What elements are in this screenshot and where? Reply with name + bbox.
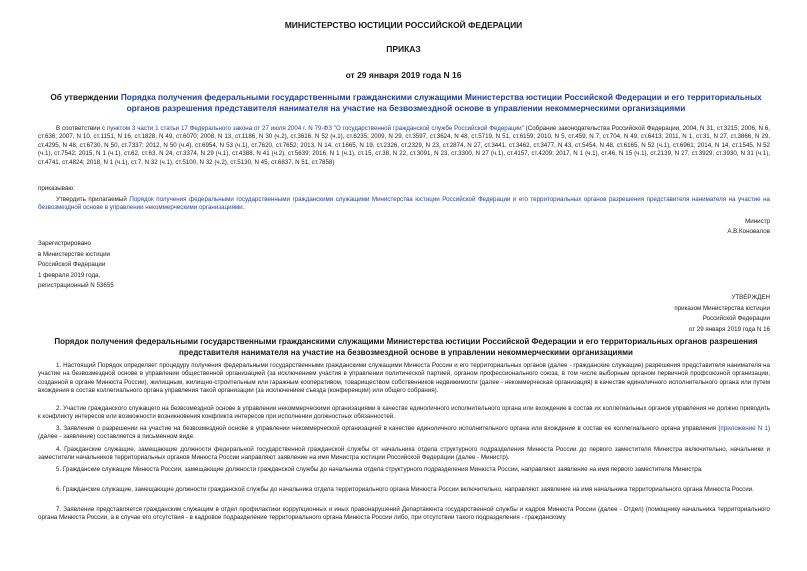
item-3-end: ) (далее - заявление) составляется в письменном виде. — [38, 425, 770, 441]
preamble-start: В соответствии с — [56, 125, 107, 132]
ministry-heading: МИНИСТЕРСТВО ЮСТИЦИИ РОССИЙСКОЙ ФЕДЕРАЦИИ — [284, 20, 523, 30]
orders-line: приказываю: — [38, 185, 75, 192]
preamble-sources: (Собрание законодательства Российской Федерации, 2004, N 31, ст.3215; 2006, N 6, ст.636; 2007, N 10, ст.1151, N 16, ст.1828, N 49, ст.6070; 2008, N 13, ст.1186, N 30 (ч.2), ст.3616, N 52 (ч.1), ст.6235; 2009, N 29, ст.3597, ст.3624, N 48, ст.5719, N 51, ст.6159; 2010, N 5, ст.459, N 7, ст.704, N 49, ст.6413; 2011, N 1, ст.31, N 27, ст.3866, N 29, ст.4295, N 48, ст.6730, N 50, ст.7337; 2012, N 50 (ч.4), ст.6954, N 53 (ч.1), ст.7620, ст.7652; 2013, N 14, ст.1665, N 19, ст.2326, ст.2329, N 23, ст.2874, N 27, ст.3441, ст.3462, ст.3477, N 43, ст.5454, N 48, ст.6165, N 52 (ч.1), ст.6961; 2014, N 14, ст.1545, N 52 (ч.1), ст.7542; 2015, N 1 (ч.1), ст.62, ст.63, N 24, ст.3374, N 29 (ч.1), ст.4388, N 41 (ч.2), ст.5639; 2016, N 1 (ч.1), ст.15, ст.38, N 22, ст.3091, N 23, ст.3300, N 27 (ч.1), ст.4157, ст.4209; 2017, N 1 (ч.1), ст.46, N 15 (ч.1), ст.2139, N 27, ст.3929, ст.3930, N 31 (ч.1), ст.4741, ст.4824; 2018, N 1 (ч.1), ст.7, N 32 (ч.1), ст.5100, N 32 (ч.2), ст.5130, N 45, ст.6837, N 51, ст.7858) — [38, 125, 771, 166]
order-procedure-link[interactable]: Порядок получения федеральными государственными гражданскими служащими Министерства юстиции Российской Федерации и его территориальных органов разрешения представителя нанимателя на участие на безвозмездной основе в управлении некоммерческими организациями — [38, 196, 771, 212]
item-3-start: 3. Заявление о разрешении на участие на безвозмездной основе в управлении некоммерческой организацией в качестве единоличного исполнительного органа или вхождение в состав ее коллегиального органа управления ( — [56, 425, 721, 432]
document-title — [48, 92, 764, 114]
signature-name: А.В.Коновалов — [727, 228, 770, 235]
appendix-1-link[interactable]: приложение N 1 — [720, 425, 768, 432]
registration-line: регистрационный N 53655 — [38, 282, 114, 290]
approve-start: Утвердить прилагаемый — [56, 196, 130, 203]
approve-end: . — [242, 204, 245, 212]
registration-line: Российской Федерации — [38, 261, 106, 269]
approval-line: от 29 января 2019 года N 16 — [688, 325, 770, 333]
document-title-prefix: Об утверждении — [50, 92, 121, 102]
order-title: Порядок получения федеральными государственными гражданскими служащими Министерства юстиции Российской Федерации и его территориальных органов разрешения представителя нанимателя на участие на безвозмездной основе в управлении некоммерческими организациями — [54, 337, 758, 357]
registration-line: Зарегистрировано — [38, 240, 91, 247]
registration-line: в Министерстве юстиции — [38, 250, 111, 258]
item-2: 2. Участие гражданского служащего на безвозмездной основе в управлении некоммерческими организациями в качестве единоличного исполнительного органа или вхождение в состав их коллегиальных органов управления не должно приводить к конфликту интересов или возможности возникновения конфликта интересов при исполнении должностных обязанностей. — [38, 405, 770, 421]
federal-law-link[interactable]: пунктом 3 части 1 статьи 17 Федерального закона от 27 июля 2004 г. N 79-ФЗ "О государственной гражданской службе Российской Федерации" — [106, 125, 524, 132]
doc-type-heading: ПРИКАЗ — [386, 44, 421, 54]
approval-block — [520, 294, 770, 334]
item-1: 1. Настоящий Порядок определяет процедуру получения федеральными государственными гражданскими служащими Минюста России и его территориальных органов (далее - гражданские служащие) разрешения представителя нанимателя на участие на безвозмездной основе в управлении общественной организацией (за исключением участия в управлении политической партией, органом профессионального союза, в том числе выборным органом первичной профсоюзной организации, созданной в органе Минюста России), жилищным, жилищно-строительным или гаражным кооперативом, товариществом собственников недвижимости (далее - некоммерческая организация) в качестве единоличного исполнительного органа или путем вхождения в состав коллегиального органа управления такой организации (за исключением съезда (конференции) или общего собрания). — [38, 362, 770, 395]
item-6: 6. Гражданские служащие, замещающие должности гражданской службы до начальника отдела территориального органа Минюста России включительно, направляют заявление на имя начальника территориального органа Минюста России. — [56, 486, 754, 493]
approve-paragraph — [38, 196, 770, 213]
item-5: 5. Гражданские служащие Минюста России, замещающие должности гражданской службы до начальника отдела структурного подразделения Минюста России, направляют заявление на имя первого заместителя Министра. — [56, 466, 703, 473]
item-7: 7. Заявление представляется гражданским служащим в отдел профилактики коррупционных и иных правонарушений Департамента государственной службы и кадров Минюста России (далее - Отдел) (помощнику начальника территориального органа Минюста России, а в случае его отсутствия - в кадровое подразделение территориального органа Минюста России либо, при отсутствии такого подразделения - гражданскому — [38, 506, 770, 522]
approval-line: Российской Федерации — [702, 315, 770, 323]
registration-line: 1 февраля 2019 года, — [38, 271, 101, 279]
document-title-link[interactable]: Порядка получения федеральными государственными гражданскими служащими Министерства юстиции Российской Федерации и его территориальных органов разрешения представителя нанимателя на участие на безвозмездной основе в управлении некоммерческими организациями — [120, 92, 762, 113]
item-3 — [38, 425, 770, 442]
preamble-paragraph — [38, 125, 770, 167]
registration-block — [38, 240, 114, 291]
approval-heading: УТВЕРЖДЕН — [731, 294, 770, 301]
approval-line: приказом Министерства юстиции — [674, 304, 770, 312]
item-4: 4. Гражданские служащие, замещающие должности федеральной государственной гражданской службы от начальника отдела структурного подразделения Минюста России до первого заместителя Министра включительно, начальники и заместители начальников территориальных органов Минюста России направляют заявление на имя Министра юстиции Российской Федерации (далее - Министр). — [38, 446, 770, 462]
signature-position: Министр — [745, 218, 770, 225]
doc-date-number: от 29 января 2019 года N 16 — [345, 70, 462, 80]
